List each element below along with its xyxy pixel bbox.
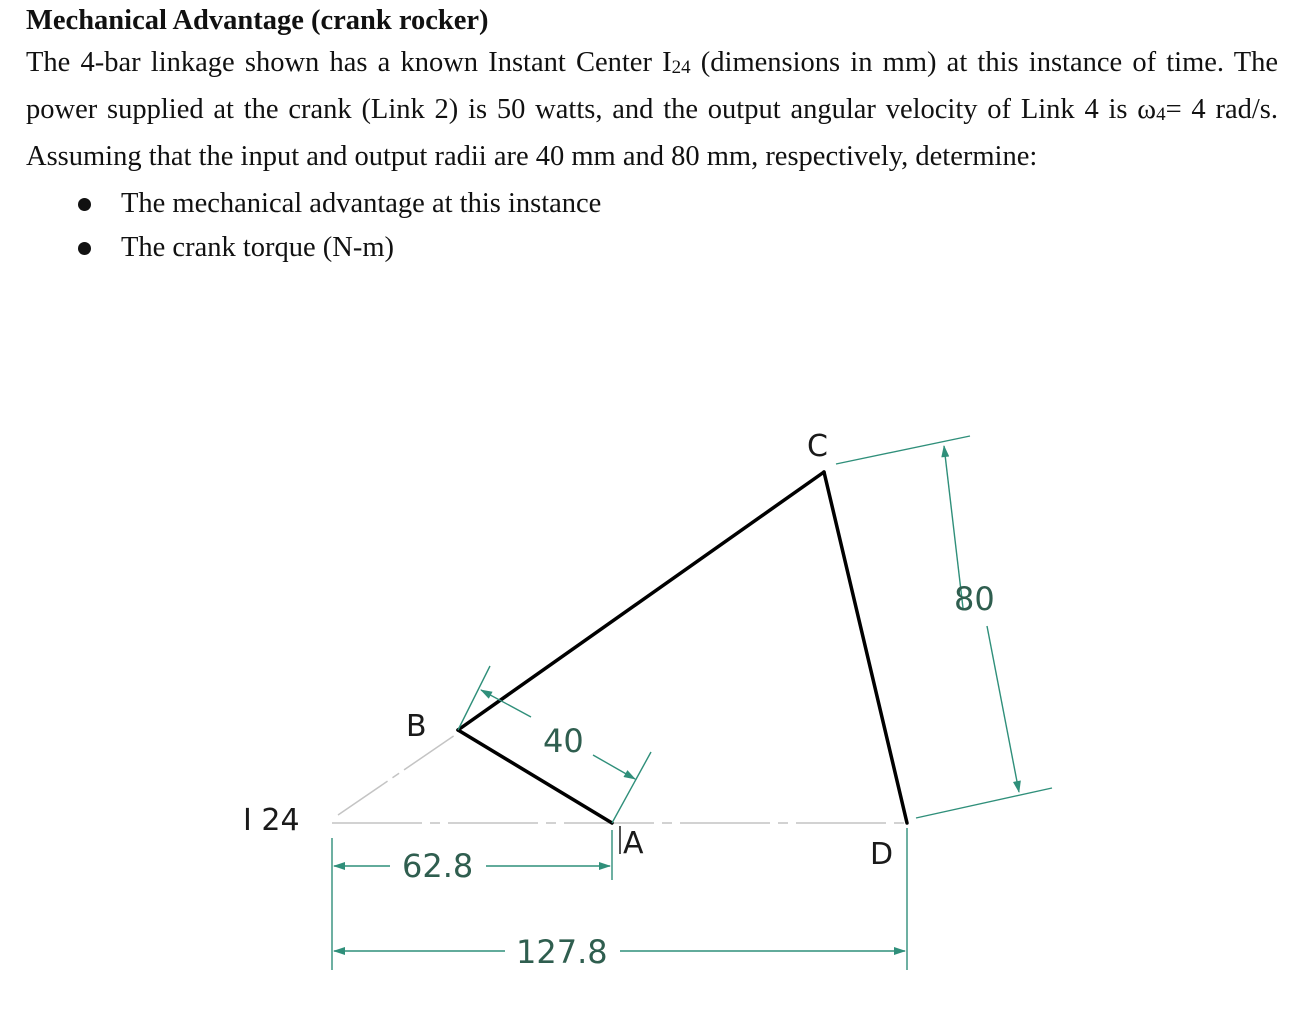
label-instant-center: I 24 — [243, 803, 300, 838]
instant-center-subscript: 24 — [671, 57, 691, 78]
dimension-value-ic-to-d: 127.8 — [516, 933, 608, 971]
crank-link-ab — [458, 730, 612, 823]
label-point-b: B — [406, 709, 427, 744]
paragraph-part-3: = 4 rad/s. Assuming that the input and output radii are 40 mm and 80 mm, respectively, determine: — [26, 94, 1278, 172]
rocker-link-cd — [824, 472, 907, 823]
extension-line — [836, 436, 970, 464]
question-text: The crank torque (N-m) — [121, 232, 395, 263]
coupler-link-bc — [458, 472, 824, 730]
label-point-a: A — [623, 826, 644, 861]
omega-subscript: 4 — [1156, 104, 1166, 125]
paragraph-part-1: The 4-bar linkage shown has a known Instant Center I — [26, 47, 672, 78]
extension-line — [612, 752, 651, 823]
dimension-80 — [836, 436, 1052, 818]
construction-lines — [332, 733, 905, 823]
extension-line — [916, 788, 1052, 818]
label-point-c: C — [807, 429, 828, 464]
linkage-links — [458, 472, 907, 823]
ic-to-b-extension-line — [338, 733, 458, 815]
dimension-arrow — [593, 755, 635, 779]
dimension-value-input-radius: 40 — [543, 722, 584, 760]
question-text: The mechanical advantage at this instance — [121, 188, 602, 219]
label-point-d: D — [870, 837, 894, 872]
problem-title: Mechanical Advantage (crank rocker) — [26, 5, 489, 36]
dimension-arrow — [987, 626, 1019, 792]
dimension-value-ic-to-a: 62.8 — [402, 847, 474, 885]
paragraph-part-2: (dimensions in mm) at this instance of time. The power supplied at the crank (Link 2) is 50 watts, and the output angular velocity of Link 4 is ω — [26, 47, 1279, 125]
dimension-value-output-radius: 80 — [954, 580, 995, 618]
